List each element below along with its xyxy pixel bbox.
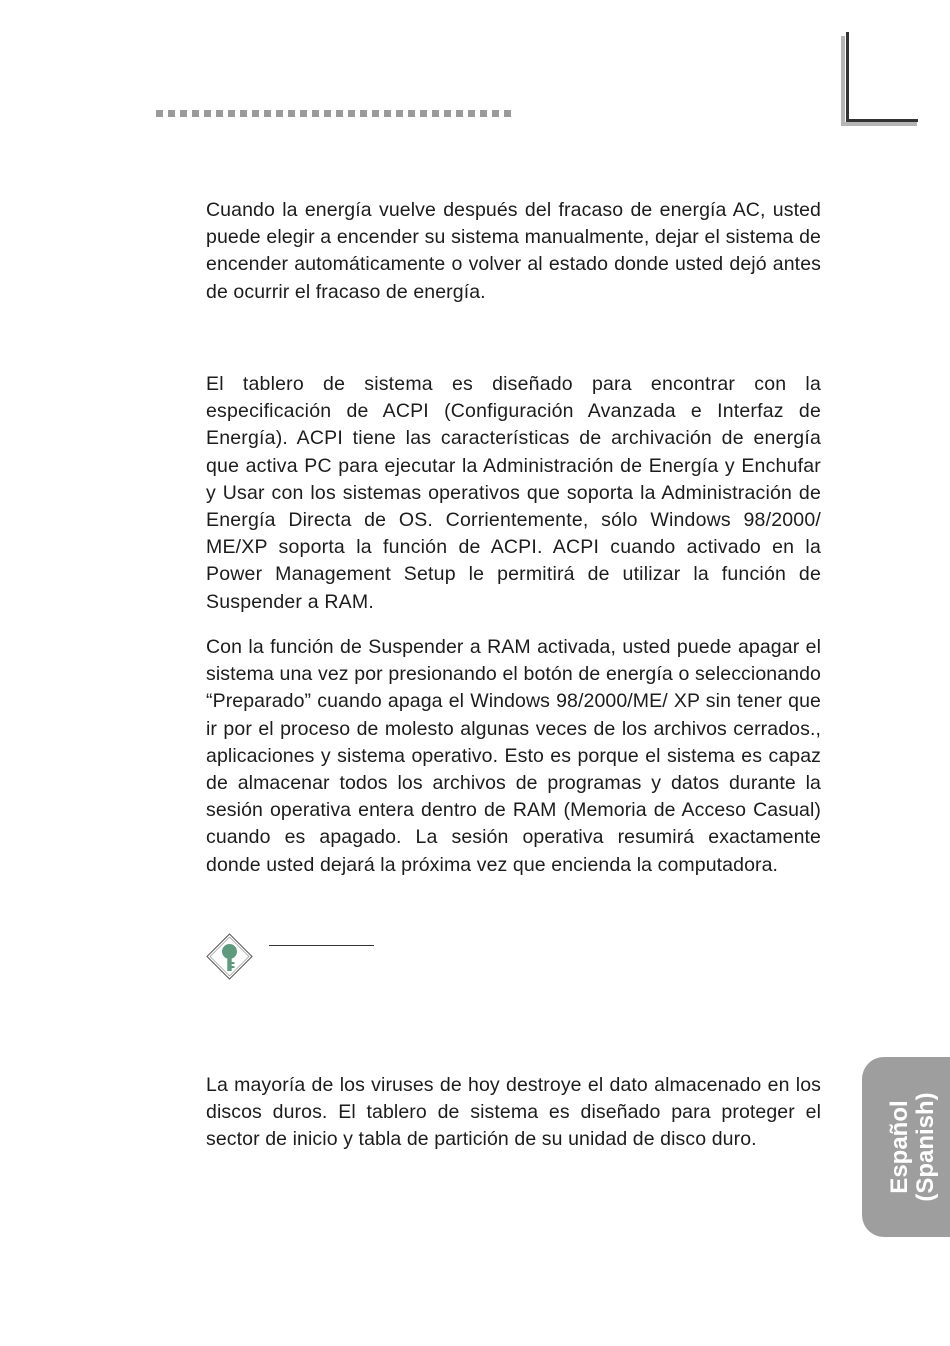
header-dot (432, 110, 439, 117)
header-dot (240, 110, 247, 117)
paragraph-suspend-to-ram: Con la función de Suspender a RAM activada, usted puede apagar el sistema una vez por presionando el botón de energía o seleccionando “Preparado” cuando apaga el Windows 98/2000/ME/ XP sin tener que ir por el proceso de molesto algunas veces de los archivos cerrados., aplicaciones y sistema operativo. Esto es porque el sistema es capaz de almacenar todos los archivos de programas y datos durante la sesión operativa entera dentro de RAM (Memoria de Acceso Casual) cuando es apagado. La sesión operativa resumirá exactamente donde usted dejará la próxima vez que encienda la computadora. (206, 636, 821, 876)
header-dot (504, 110, 511, 117)
header-dot (348, 110, 355, 117)
header-dot (336, 110, 343, 117)
header-dot (216, 110, 223, 117)
paragraph-acpi: El tablero de sistema es diseñado para encontrar con la especificación de ACPI (Configuración Avanzada e Interfaz de Energía). ACPI tiene las características de archivación de energía que activa PC para ejecutar la Administración de Energía y Enchufar y Usar con los sistemas operativos que soporta la Administración de Energía Directa de OS. Corrientemente, sólo Windows 98/2000/ ME/XP soporta la función de ACPI. ACPI cuando activado en la Power Management Setup le permitirá de utilizar la función de Suspender a RAM. (206, 373, 821, 613)
header-dot (168, 110, 175, 117)
header-dot (204, 110, 211, 117)
header-dot (444, 110, 451, 117)
paragraph-virus-protection: La mayoría de los viruses de hoy destroye el dato almacenado en los discos duros. El tablero de sistema es diseñado para proteger el sector de inicio y tabla de partición de su unidad de disco duro. (206, 1074, 821, 1151)
header-dot-rule (156, 110, 511, 117)
header-dot (408, 110, 415, 117)
language-tab-line1: Español (886, 1100, 913, 1194)
header-dot (480, 110, 487, 117)
header-dot (300, 110, 307, 117)
header-dot (384, 110, 391, 117)
header-dot (468, 110, 475, 117)
header-dot (492, 110, 499, 117)
header-dot (180, 110, 187, 117)
header-dot (264, 110, 271, 117)
language-tab-label (887, 1092, 939, 1201)
header-dot (360, 110, 367, 117)
header-dot (276, 110, 283, 117)
corner-mark-shadow (841, 122, 917, 126)
language-tab-line2: (Spanish) (912, 1092, 939, 1202)
header-dot (288, 110, 295, 117)
header-dot (324, 110, 331, 117)
header-dot (420, 110, 427, 117)
header-dot (156, 110, 163, 117)
header-dot (396, 110, 403, 117)
paragraph-power-restore: Cuando la energía vuelve después del fracaso de energía AC, usted puede elegir a encender su sistema manualmente, dejar el sistema de encender automáticamente o volver al estado donde usted dejó antes de ocurrir el fracaso de energía. (206, 199, 821, 303)
note-underline (269, 945, 374, 946)
corner-mark (846, 32, 849, 122)
header-dot (456, 110, 463, 117)
corner-mark-shadow (841, 36, 845, 126)
corner-mark (846, 119, 918, 122)
header-dot (312, 110, 319, 117)
header-dot (228, 110, 235, 117)
header-dot (372, 110, 379, 117)
tip-icon (206, 933, 253, 980)
header-dot (252, 110, 259, 117)
header-dot (192, 110, 199, 117)
